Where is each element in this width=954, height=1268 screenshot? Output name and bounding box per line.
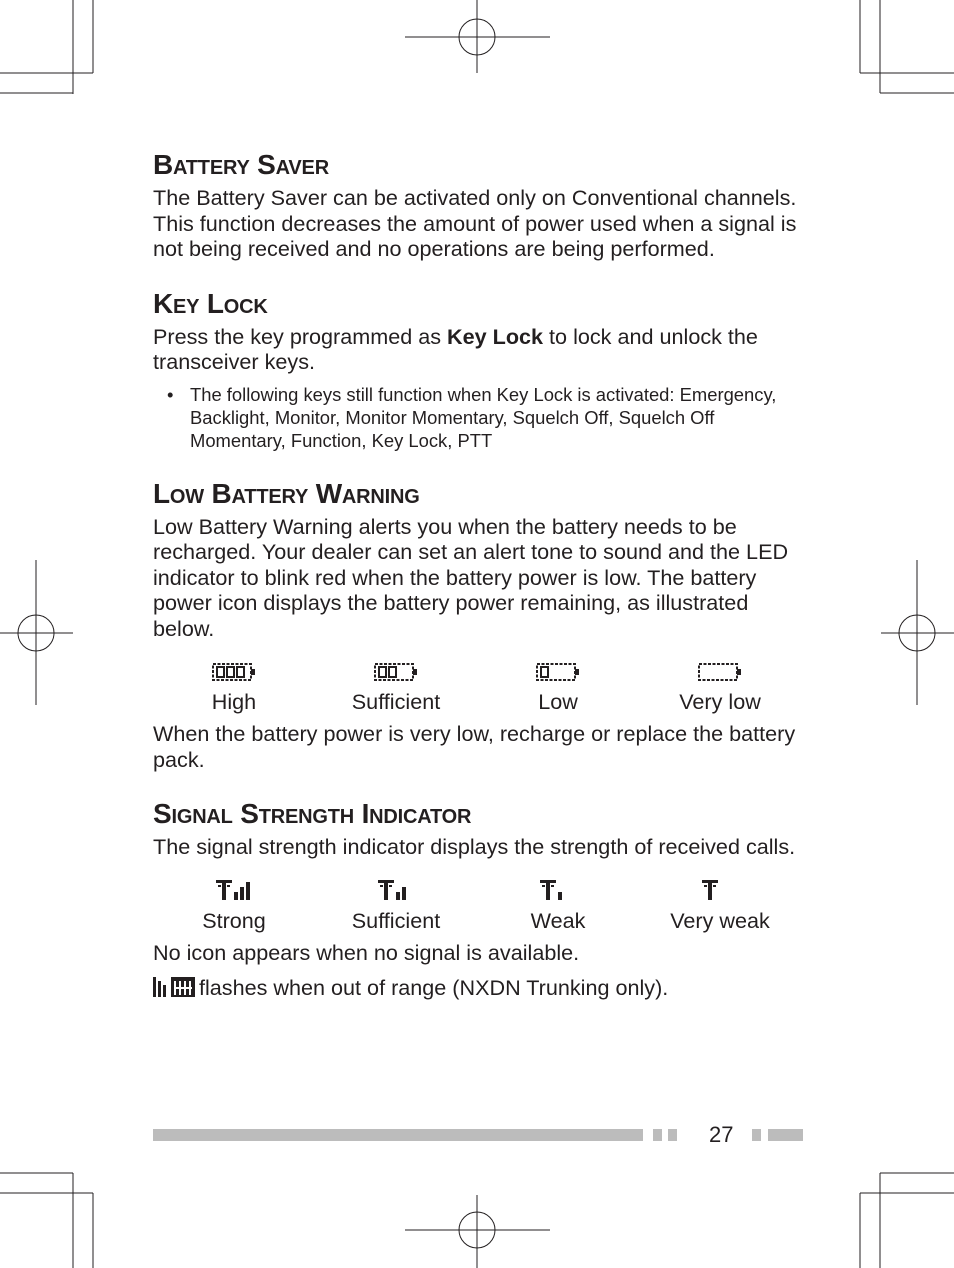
battery-level-label: Low xyxy=(538,689,578,714)
signal-level-strong xyxy=(153,866,315,934)
key-lock-text xyxy=(153,324,813,375)
out-of-range-icon xyxy=(153,975,195,997)
signal-level-label: Very weak xyxy=(670,907,770,933)
page-content xyxy=(153,145,813,1023)
signal-level-label: Sufficient xyxy=(351,907,441,933)
low-battery-after-text: When the battery power is very low, recharge or replace the battery pack. xyxy=(153,721,796,772)
key-lock-heading: Key Lock xyxy=(153,287,268,319)
page-number: 27 xyxy=(709,1122,734,1147)
signal-level-weak xyxy=(477,866,639,934)
signal-level-label: Strong xyxy=(202,907,266,933)
low-battery-text: Low Battery Warning alerts you when the battery needs to be recharged. Your dealer can set an alert tone to sound and the LED indicator to blink red when the battery power is low. The battery power icon displays the battery power remaining, as illustrated below. xyxy=(153,513,789,641)
signal-heading: Signal Strength Indicator xyxy=(153,798,472,829)
battery-level-label: Very low xyxy=(679,689,761,714)
out-of-range-text xyxy=(153,975,813,1001)
footer-square xyxy=(653,1129,662,1141)
battery-high-icon xyxy=(212,661,256,683)
signal-sufficient-icon xyxy=(376,878,416,902)
key-lock-text-start: Press the key programmed as xyxy=(153,323,448,349)
battery-level-label: High xyxy=(211,689,257,714)
battery-sufficient-icon xyxy=(374,661,418,683)
battery-saver-section xyxy=(153,145,813,262)
footer-bar-left xyxy=(153,1129,643,1141)
bullet-marker: • xyxy=(167,383,174,405)
signal-levels xyxy=(153,866,801,934)
signal-weak-icon xyxy=(538,878,578,902)
battery-levels xyxy=(153,647,801,715)
footer-square xyxy=(752,1129,761,1141)
footer-bar-right xyxy=(768,1129,803,1141)
footer-square xyxy=(668,1129,677,1141)
battery-level-high xyxy=(153,647,315,715)
signal-text: The signal strength indicator displays the strength of received calls. xyxy=(153,834,796,859)
signal-very-weak-icon xyxy=(700,878,740,902)
key-lock-text-end: to lock and unlock the transceiver keys. xyxy=(153,323,758,374)
low-battery-heading: Low Battery Warning xyxy=(153,477,420,509)
key-lock-section xyxy=(153,284,813,452)
battery-level-low xyxy=(477,647,639,715)
battery-level-sufficient xyxy=(315,647,477,715)
out-of-range-label: flashes when out of range (NXDN Trunking only). xyxy=(199,975,669,1000)
battery-saver-text: The Battery Saver can be activated only on Conventional channels. This function decreases the amount of power used when a signal is not being received and no operations are being performed. xyxy=(153,185,797,261)
battery-low-icon xyxy=(536,661,580,683)
low-battery-section xyxy=(153,474,813,773)
battery-level-label: Sufficient xyxy=(351,689,441,714)
signal-level-very-weak xyxy=(639,866,801,934)
battery-very-low-icon xyxy=(698,661,742,683)
signal-level-sufficient xyxy=(315,866,477,934)
no-signal-text: No icon appears when no signal is available. xyxy=(153,939,580,965)
battery-saver-heading: Battery Saver xyxy=(153,149,329,180)
signal-level-label: Weak xyxy=(530,907,586,933)
signal-section xyxy=(153,794,813,1001)
key-lock-note-text: The following keys still function when Key Lock is activated: Emergency, Backlight, Monitor, Monitor Momentary, Squelch Off, Squelch Off Momentary, Function, Key Lock, PTT xyxy=(190,383,777,451)
key-lock-note xyxy=(153,383,813,452)
battery-level-very-low xyxy=(639,647,801,715)
key-lock-bold: Key Lock xyxy=(447,323,544,349)
signal-strong-icon xyxy=(214,878,254,902)
